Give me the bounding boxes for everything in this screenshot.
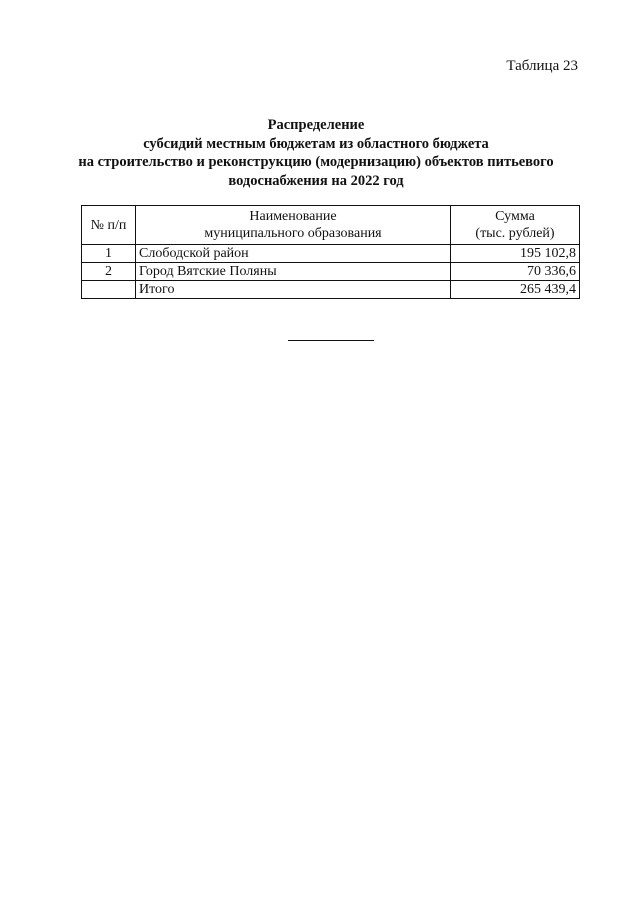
title-line: Распределение: [267, 117, 365, 133]
total-sum: 265 439,4: [451, 281, 580, 299]
row-name: Город Вятские Поляны: [136, 263, 451, 281]
total-row: [82, 281, 580, 299]
row-number: 1: [82, 245, 136, 263]
total-number: [82, 281, 136, 299]
header-number: № п/п: [82, 206, 136, 245]
title-line: субсидий местным бюджетам из областного бюджета: [143, 135, 489, 152]
document-title: [40, 116, 592, 190]
header-sum: [451, 206, 580, 245]
table-number: Таблица 23: [506, 58, 578, 74]
row-name: Слободской район: [136, 245, 451, 263]
end-divider: [288, 340, 374, 341]
table-row: [82, 245, 580, 263]
header-name-line1: Наименование: [249, 209, 337, 224]
row-number: 2: [82, 263, 136, 281]
header-sum-line1: Сумма: [495, 209, 535, 224]
row-sum: 195 102,8: [451, 245, 580, 263]
row-sum: 70 336,6: [451, 263, 580, 281]
title-line: на строительство и реконструкцию (модернизацию) объектов питьевого: [78, 154, 554, 170]
total-label: Итого: [136, 281, 451, 299]
header-name: [136, 206, 451, 245]
table-header-row: [82, 206, 580, 245]
header-name-line2: муниципального образования: [204, 226, 382, 241]
header-sum-line2: (тыс. рублей): [475, 226, 555, 241]
subsidy-table: [81, 205, 580, 299]
table-row: [82, 263, 580, 281]
title-line: водоснабжения на 2022 год: [228, 172, 404, 189]
